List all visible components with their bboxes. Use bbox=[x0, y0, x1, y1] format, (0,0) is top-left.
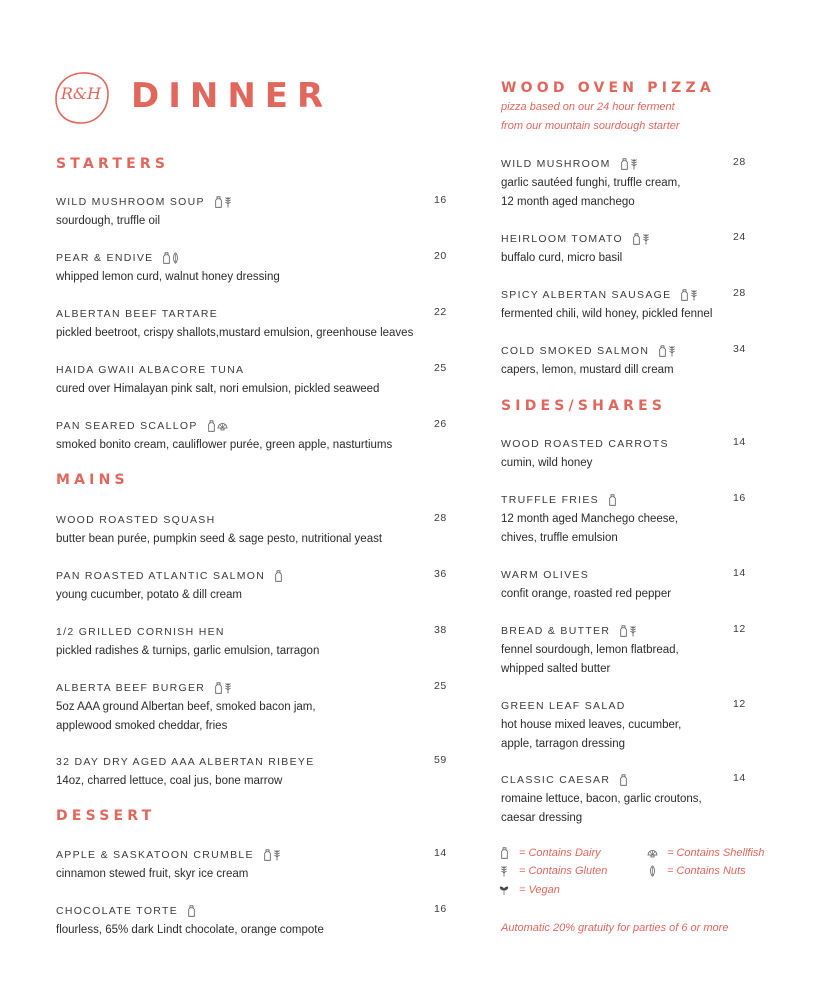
legend-nuts bbox=[645, 865, 746, 877]
item-desc: garlic sautéed funghi, truffle cream, bbox=[501, 177, 681, 189]
item-desc: fermented chili, wild honey, pickled fennel bbox=[501, 308, 713, 320]
menu-item-wild-mushroom-soup bbox=[56, 194, 447, 231]
menu-item-heirloom-tomato-pizza bbox=[501, 231, 746, 268]
item-price: 14 bbox=[434, 847, 447, 859]
allergen-icons bbox=[215, 196, 232, 208]
gratuity-note: Automatic 20% gratuity for parties of 6 or more bbox=[501, 922, 729, 934]
item-desc: buffalo curd, micro basil bbox=[501, 252, 623, 264]
item-name: WARM OLIVES bbox=[501, 569, 590, 581]
item-name: GREEN LEAF SALAD bbox=[501, 700, 626, 712]
item-desc: fennel sourdough, lemon flatbread, bbox=[501, 644, 679, 656]
legend-shellfish bbox=[645, 847, 765, 859]
menu-item-warm-olives bbox=[501, 567, 746, 604]
legend-vegan bbox=[497, 884, 560, 896]
item-price: 12 bbox=[733, 623, 746, 635]
item-name: PAN SEARED SCALLOP bbox=[56, 420, 198, 432]
item-name: BREAD & BUTTER bbox=[501, 625, 611, 637]
item-desc: caesar dressing bbox=[501, 812, 583, 824]
pizza-subtitle-line: from our mountain sourdough starter bbox=[501, 120, 680, 132]
item-name: 1/2 GRILLED CORNISH HEN bbox=[56, 626, 225, 638]
allergen-icons bbox=[620, 774, 627, 786]
allergen-legend bbox=[497, 847, 777, 907]
item-desc: butter bean purée, pumpkin seed & sage pesto, nutritional yeast bbox=[56, 533, 383, 545]
item-price: 28 bbox=[733, 156, 746, 168]
menu-item-cold-smoked-salmon-pizza bbox=[501, 343, 746, 380]
allergen-icons bbox=[633, 233, 650, 245]
item-name: APPLE & SASKATOON CRUMBLE bbox=[56, 849, 254, 861]
menu-item-grilled-cornish-hen bbox=[56, 624, 447, 661]
allergen-icons bbox=[264, 849, 281, 861]
allergen-icons bbox=[163, 252, 179, 264]
item-desc: whipped salted butter bbox=[501, 663, 611, 675]
item-desc: applewood smoked cheddar, fries bbox=[56, 720, 228, 732]
menu-item-albertan-beef-tartare bbox=[56, 306, 447, 343]
pizza-subtitle bbox=[501, 98, 680, 136]
shellfish-icon bbox=[217, 421, 228, 432]
mains-title: MAINS bbox=[56, 472, 129, 488]
item-price: 16 bbox=[434, 194, 447, 206]
menu-item-green-leaf-salad bbox=[501, 698, 746, 754]
dairy-icon bbox=[208, 420, 215, 432]
restaurant-logo bbox=[53, 70, 113, 126]
menu-item-truffle-fries bbox=[501, 492, 746, 548]
shellfish-icon bbox=[645, 848, 659, 859]
dairy-icon bbox=[621, 158, 628, 170]
menu-item-pan-roasted-atlantic-salmon bbox=[56, 568, 447, 605]
legend-label: = Contains Nuts bbox=[667, 865, 746, 877]
item-price: 14 bbox=[733, 436, 746, 448]
item-name: WOOD ROASTED CARROTS bbox=[501, 438, 669, 450]
item-price: 14 bbox=[733, 772, 746, 784]
menu-item-wild-mushroom-pizza bbox=[501, 156, 746, 212]
vegan-icon bbox=[497, 885, 511, 896]
item-desc: smoked bonito cream, cauliflower purée, green apple, nasturtiums bbox=[56, 439, 393, 451]
item-name: WILD MUSHROOM bbox=[501, 158, 611, 170]
item-desc: whipped lemon curd, walnut honey dressing bbox=[56, 271, 280, 283]
gluten-icon bbox=[273, 849, 281, 861]
menu-item-haida-gwaii-albacore-tuna bbox=[56, 362, 447, 399]
item-price: 20 bbox=[434, 250, 447, 262]
item-name: SPICY ALBERTAN SAUSAGE bbox=[501, 289, 672, 301]
item-desc: chives, truffle emulsion bbox=[501, 532, 618, 544]
item-name: WOOD ROASTED SQUASH bbox=[56, 514, 216, 526]
item-name: HAIDA GWAII ALBACORE TUNA bbox=[56, 364, 245, 376]
item-price: 36 bbox=[434, 568, 447, 580]
dairy-icon bbox=[659, 345, 666, 357]
allergen-icons bbox=[621, 158, 638, 170]
dessert-title: DESSERT bbox=[56, 808, 156, 824]
item-name: WILD MUSHROOM SOUP bbox=[56, 196, 205, 208]
gluten-icon bbox=[224, 682, 232, 694]
menu-item-bread-butter bbox=[501, 623, 746, 679]
item-price: 26 bbox=[434, 418, 447, 430]
legend-gluten bbox=[497, 865, 607, 877]
menu-item-wood-roasted-squash bbox=[56, 512, 447, 549]
dairy-icon bbox=[497, 847, 511, 859]
item-price: 38 bbox=[434, 624, 447, 636]
nuts-icon bbox=[172, 252, 179, 264]
item-desc: 12 month aged Manchego cheese, bbox=[501, 513, 679, 525]
item-name: HEIRLOOM TOMATO bbox=[501, 233, 623, 245]
menu-item-classic-caesar bbox=[501, 772, 746, 828]
pizza-title: WOOD OVEN PIZZA bbox=[501, 80, 715, 96]
menu-item-wood-roasted-carrots bbox=[501, 436, 746, 473]
page-title: DINNER bbox=[131, 76, 333, 116]
item-price: 28 bbox=[434, 512, 447, 524]
item-desc: capers, lemon, mustard dill cream bbox=[501, 364, 674, 376]
menu-item-pear-endive bbox=[56, 250, 447, 287]
gluten-icon bbox=[668, 345, 676, 357]
dairy-icon bbox=[188, 905, 195, 917]
allergen-icons bbox=[609, 494, 616, 506]
item-price: 25 bbox=[434, 680, 447, 692]
item-name: ALBERTAN BEEF TARTARE bbox=[56, 308, 219, 320]
allergen-icons bbox=[620, 625, 637, 637]
item-price: 34 bbox=[733, 343, 746, 355]
item-desc: young cucumber, potato & dill cream bbox=[56, 589, 243, 601]
item-desc: pickled radishes & turnips, garlic emulsion, tarragon bbox=[56, 645, 320, 657]
item-price: 16 bbox=[434, 903, 447, 915]
item-desc: hot house mixed leaves, cucumber, bbox=[501, 719, 682, 731]
gluten-icon bbox=[642, 233, 650, 245]
gluten-icon bbox=[630, 158, 638, 170]
legend-label: = Contains Gluten bbox=[519, 865, 608, 877]
allergen-icons bbox=[215, 682, 232, 694]
item-name: ALBERTA BEEF BURGER bbox=[56, 682, 206, 694]
item-price: 12 bbox=[733, 698, 746, 710]
item-desc: 14oz, charred lettuce, coal jus, bone marrow bbox=[56, 775, 283, 787]
item-name: CHOCOLATE TORTE bbox=[56, 905, 178, 917]
item-name: TRUFFLE FRIES bbox=[501, 494, 599, 506]
menu-item-dry-aged-ribeye bbox=[56, 754, 447, 791]
dairy-icon bbox=[264, 849, 271, 861]
dairy-icon bbox=[215, 682, 222, 694]
item-desc: cumin, wild honey bbox=[501, 457, 593, 469]
item-name: 32 DAY DRY AGED AAA ALBERTAN RIBEYE bbox=[56, 756, 315, 768]
item-name: PEAR & ENDIVE bbox=[56, 252, 154, 264]
item-name: COLD SMOKED SALMON bbox=[501, 345, 650, 357]
legend-dairy bbox=[497, 847, 601, 859]
starters-title: STARTERS bbox=[56, 156, 170, 172]
item-desc: flourless, 65% dark Lindt chocolate, orange compote bbox=[56, 924, 324, 936]
dairy-icon bbox=[163, 252, 170, 264]
item-price: 59 bbox=[434, 754, 447, 766]
item-desc: 12 month aged manchego bbox=[501, 196, 635, 208]
item-price: 22 bbox=[434, 306, 447, 318]
item-desc: sourdough, truffle oil bbox=[56, 215, 160, 227]
item-desc: 5oz AAA ground Albertan beef, smoked bacon jam, bbox=[56, 701, 316, 713]
sides-title: SIDES/SHARES bbox=[501, 398, 667, 414]
nuts-icon bbox=[645, 865, 659, 877]
dairy-icon bbox=[620, 774, 627, 786]
dairy-icon bbox=[609, 494, 616, 506]
pizza-subtitle-line: pizza based on our 24 hour ferment bbox=[501, 101, 675, 113]
allergen-icons bbox=[659, 345, 676, 357]
menu-item-alberta-beef-burger bbox=[56, 680, 447, 736]
gluten-icon bbox=[690, 289, 698, 301]
item-name: PAN ROASTED ATLANTIC SALMON bbox=[56, 570, 266, 582]
dairy-icon bbox=[681, 289, 688, 301]
item-price: 16 bbox=[733, 492, 746, 504]
logo-text: R&H bbox=[60, 84, 102, 103]
item-name: CLASSIC CAESAR bbox=[501, 774, 611, 786]
menu-item-chocolate-torte bbox=[56, 903, 447, 940]
dairy-icon bbox=[633, 233, 640, 245]
legend-label: = Contains Shellfish bbox=[667, 847, 765, 859]
item-desc: pickled beetroot, crispy shallots,mustard emulsion, greenhouse leaves bbox=[56, 327, 414, 339]
item-price: 28 bbox=[733, 287, 746, 299]
gluten-icon bbox=[629, 625, 637, 637]
legend-label: = Vegan bbox=[519, 884, 560, 896]
menu-item-spicy-albertan-sausage-pizza bbox=[501, 287, 746, 324]
legend-label: = Contains Dairy bbox=[519, 847, 601, 859]
gluten-icon bbox=[497, 865, 511, 877]
gluten-icon bbox=[224, 196, 232, 208]
item-desc: cinnamon stewed fruit, skyr ice cream bbox=[56, 868, 249, 880]
dairy-icon bbox=[215, 196, 222, 208]
menu-item-apple-saskatoon-crumble bbox=[56, 847, 447, 884]
allergen-icons bbox=[188, 905, 195, 917]
item-desc: apple, tarragon dressing bbox=[501, 738, 626, 750]
allergen-icons bbox=[681, 289, 698, 301]
menu-item-pan-seared-scallop bbox=[56, 418, 447, 455]
item-price: 24 bbox=[733, 231, 746, 243]
item-desc: romaine lettuce, bacon, garlic croutons, bbox=[501, 793, 702, 805]
item-desc: confit orange, roasted red pepper bbox=[501, 588, 672, 600]
allergen-icons bbox=[208, 420, 228, 432]
dairy-icon bbox=[275, 570, 282, 582]
item-price: 14 bbox=[733, 567, 746, 579]
item-desc: cured over Himalayan pink salt, nori emulsion, pickled seaweed bbox=[56, 383, 380, 395]
item-price: 25 bbox=[434, 362, 447, 374]
allergen-icons bbox=[275, 570, 282, 582]
dairy-icon bbox=[620, 625, 627, 637]
